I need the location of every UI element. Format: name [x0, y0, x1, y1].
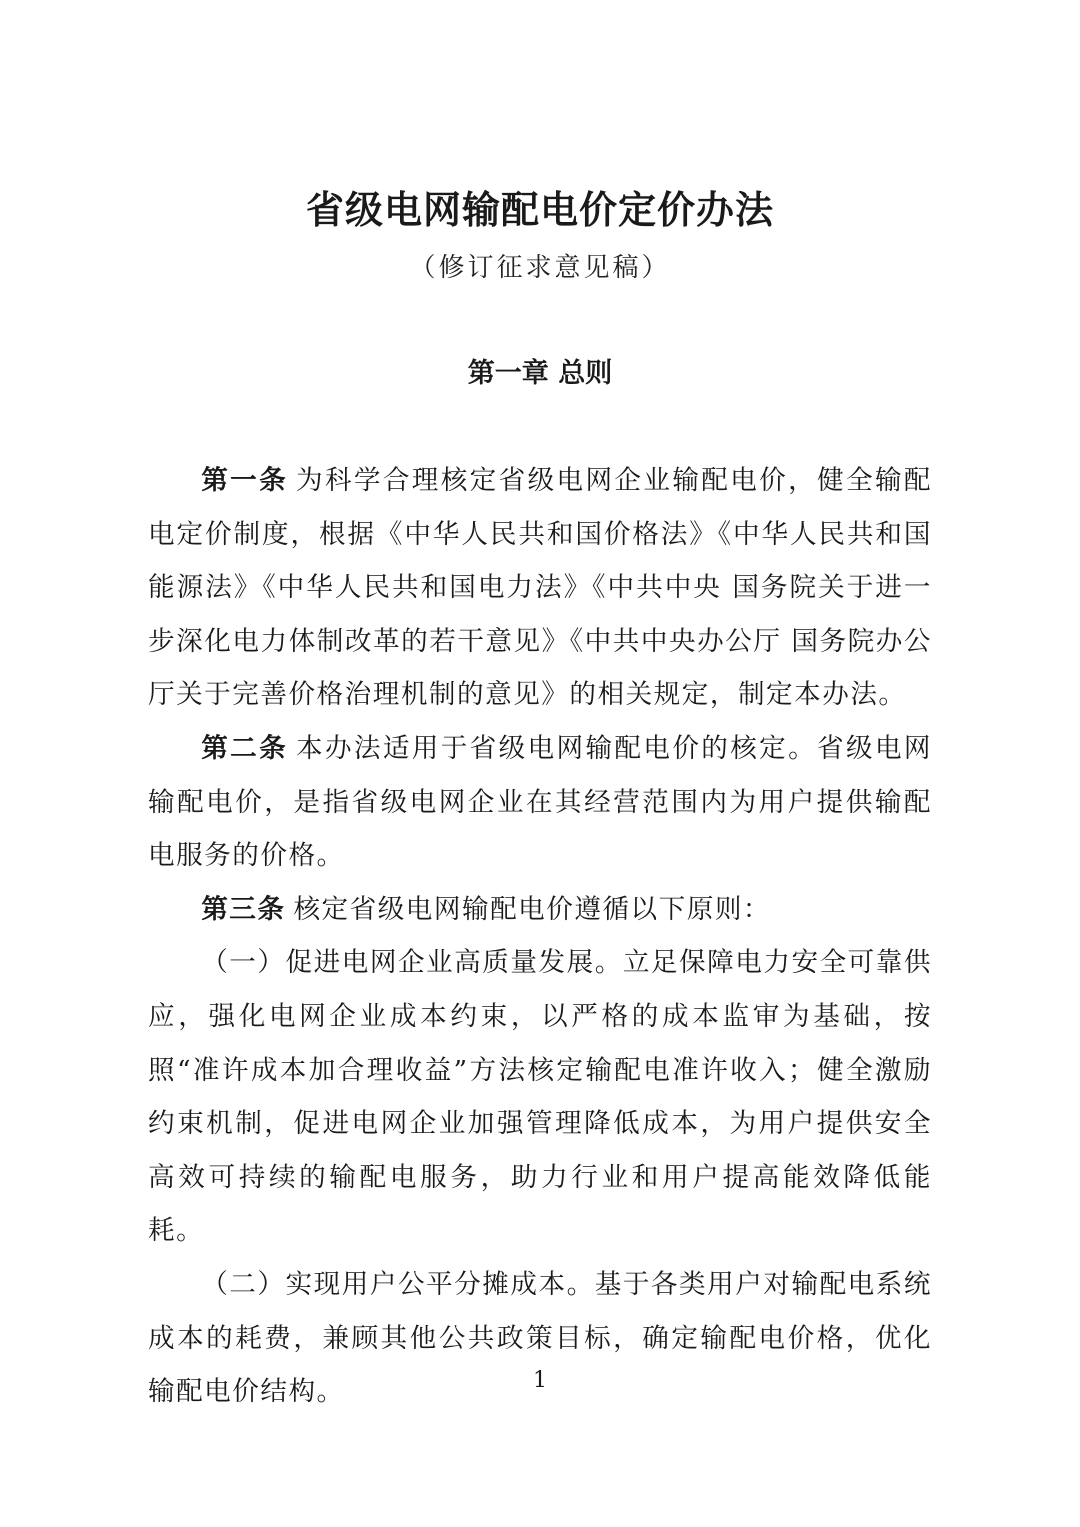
document-title: 省级电网输配电价定价办法	[305, 188, 774, 232]
article-2	[148, 722, 932, 883]
article-text: 核定省级电网输配电价遵循以下原则：	[293, 893, 772, 925]
article-3	[148, 883, 932, 937]
article-text: 为科学合理核定省级电网企业输配电价，健全输配电定价制度，根据《中华人民共和国价格法》《中华人民共和国能源法》《中华人民共和国电力法》《中共中央 国务院关于进一步深化电力体制改革的若干意见》《中共中央办公厅 国务院办公厅关于完善价格治理机制的意见》的相关规定，制定本办法。	[148, 465, 932, 711]
article-label: 第二条	[201, 732, 289, 764]
document-body	[148, 454, 932, 1419]
clause-1	[148, 936, 932, 1258]
clause-text: （一）促进电网企业高质量发展。立足保障电力安全可靠供应，强化电网企业成本约束，以严格的成本监审为基础，按照“准许成本加合理收益”方法核定输配电准许收入；健全激励约束机制，促进电网企业加强管理降低成本，为用户提供安全高效可持续的输配电服务，助力行业和用户提高能效降低能耗。	[148, 947, 932, 1247]
article-text: 本办法适用于省级电网输配电价的核定。省级电网输配电价，是指省级电网企业在其经营范围内为用户提供输配电服务的价格。	[148, 732, 932, 872]
document-subtitle: （修订征求意见稿）	[409, 253, 671, 283]
page-number: 1	[533, 1368, 547, 1393]
article-label: 第三条	[201, 893, 286, 925]
article-label: 第一条	[201, 465, 289, 496]
chapter-heading: 第一章 总则	[467, 358, 613, 389]
article-1	[148, 454, 932, 722]
clause-text: （二）实现用户公平分摊成本。基于各类用户对输配电系统成本的耗费，兼顾其他公共政策目标，确定输配电价格，优化输配电价结构。	[148, 1268, 932, 1408]
